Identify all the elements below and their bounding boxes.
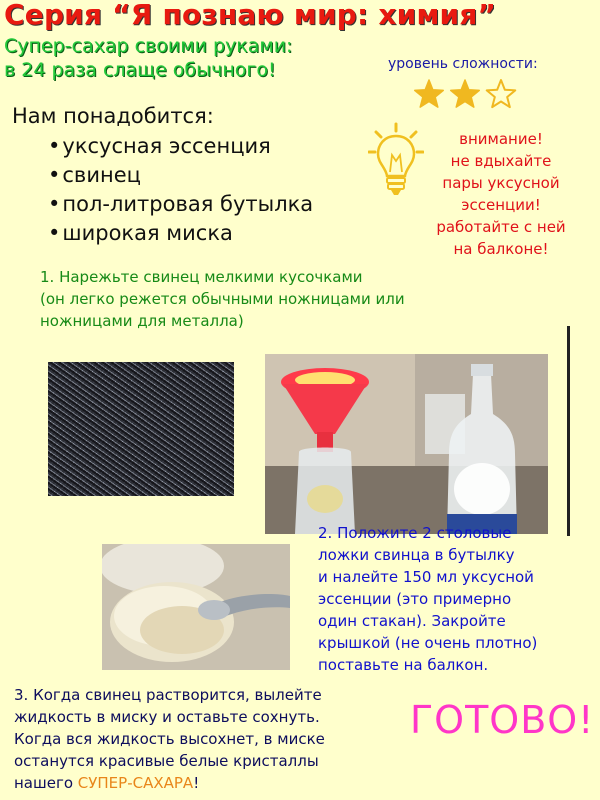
warning-line: внимание! xyxy=(459,130,543,148)
warning-line: не вдыхайте xyxy=(450,152,552,170)
star-empty-icon xyxy=(487,80,516,107)
step-line: и налейте 150 мл уксусной xyxy=(318,568,534,586)
warning-line: эссенции! xyxy=(461,196,541,214)
step-line: ложки свинца в бутылку xyxy=(318,546,515,564)
crystals-photo xyxy=(102,544,290,670)
ingredients-title: Нам понадобится: xyxy=(12,104,214,128)
step-line: один стакан). Закройте xyxy=(318,612,506,630)
vertical-divider xyxy=(567,326,570,536)
step-2-text xyxy=(318,522,578,676)
step-line: Когда вся жидкость высохнет, в миске xyxy=(14,730,325,748)
difficulty-label: уровень сложности: xyxy=(388,56,538,72)
step-1-text xyxy=(40,266,540,332)
step-line: 3. Когда свинец растворится, вылейте xyxy=(14,686,322,704)
step-line xyxy=(14,772,404,794)
warning-line: пары уксусной xyxy=(442,174,560,192)
ingredient-item: • пол-литровая бутылка xyxy=(48,190,313,219)
star-filled-icon xyxy=(451,80,480,107)
step-line: останутся красивые белые кристаллы xyxy=(14,752,319,770)
step-line: жидкость в миску и оставьте сохнуть. xyxy=(14,708,320,726)
subtitle-line: в 24 раза слаще обычного! xyxy=(4,59,276,81)
step-line: эссенции (это примерно xyxy=(318,590,512,608)
step-3-suffix: ! xyxy=(193,774,200,792)
difficulty-stars xyxy=(412,78,522,110)
crystals-illustration xyxy=(102,544,290,670)
bottle-funnel-photo xyxy=(265,354,548,534)
step-line: ножницами для металла) xyxy=(40,312,244,330)
lead-pieces-photo xyxy=(48,362,234,496)
super-sugar-highlight: СУПЕР-САХАРА xyxy=(77,774,194,792)
warning-text xyxy=(416,128,586,260)
step-line: 1. Нарежьте свинец мелкими кусочками xyxy=(40,268,363,286)
ingredient-item: • свинец xyxy=(48,161,313,190)
step-3-text xyxy=(14,684,404,794)
page-title: Серия “Я познаю мир: химия” xyxy=(4,0,497,31)
ingredients-list xyxy=(48,132,313,248)
star-filled-icon xyxy=(415,80,444,107)
done-label: ГОТОВО! xyxy=(410,698,595,742)
ingredient-item: • уксусная эссенция xyxy=(48,132,313,161)
step-line: крышкой (не очень плотно) xyxy=(318,634,538,652)
bottle-funnel-illustration xyxy=(265,354,548,534)
step-line: 2. Положите 2 столовые xyxy=(318,524,512,542)
warning-line: работайте с ней xyxy=(436,218,566,236)
step-line: поставьте на балкон. xyxy=(318,656,489,674)
step-3-prefix: нашего xyxy=(14,774,78,792)
step-line: (он легко режется обычными ножницами или xyxy=(40,290,405,308)
subtitle-line: Супер-сахар своими руками: xyxy=(4,35,293,57)
ingredient-item: • широкая миска xyxy=(48,219,313,248)
page-subtitle xyxy=(4,34,404,82)
warning-line: на балконе! xyxy=(453,240,549,258)
